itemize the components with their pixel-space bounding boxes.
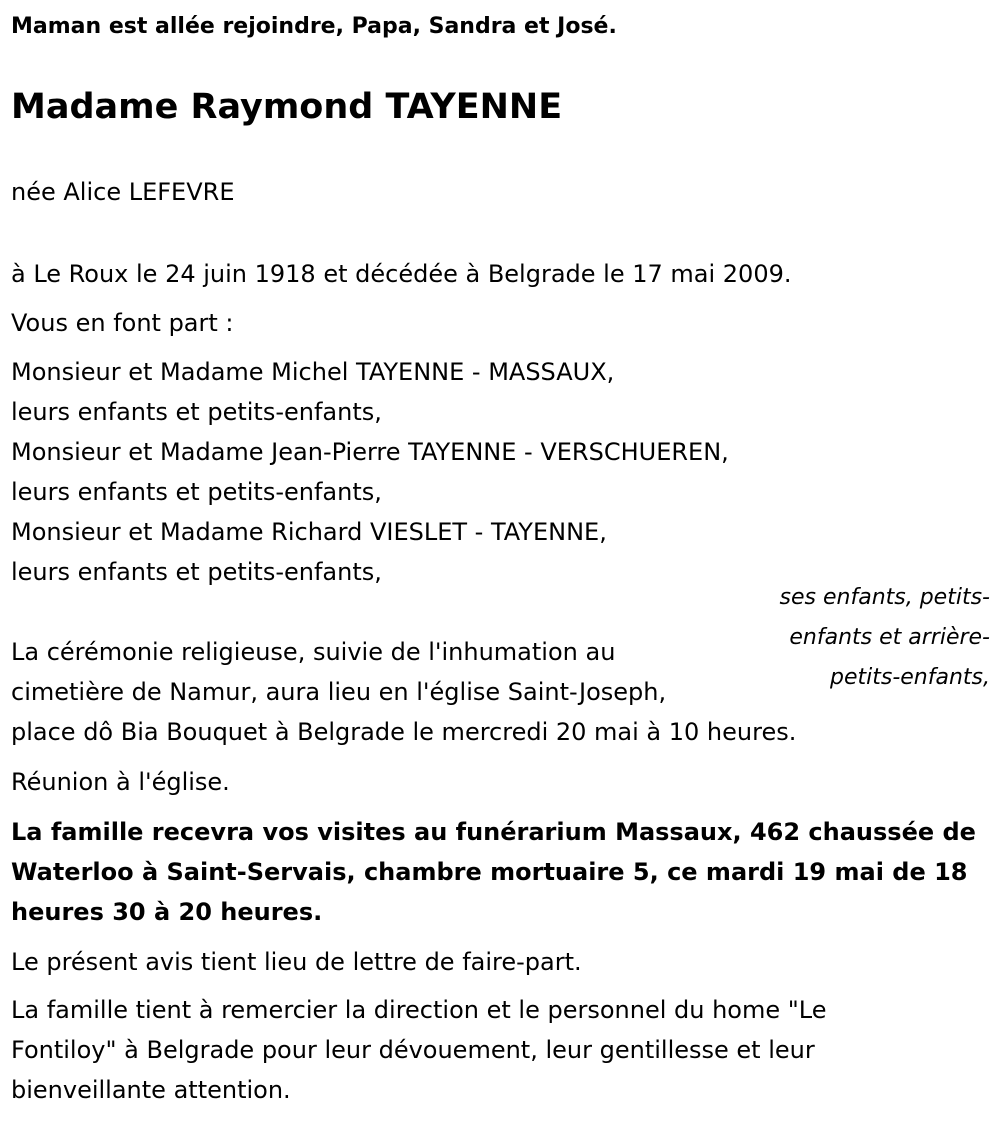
- birth-death-line: à Le Roux le 24 juin 1918 et décédée à Belgrade le 17 mai 2009.: [11, 260, 792, 288]
- ceremony-paragraph: [11, 632, 796, 752]
- side-note-line: petits-enfants,: [830, 665, 990, 690]
- visits-paragraph: [11, 812, 996, 932]
- family-line: Monsieur et Madame Richard VIESLET - TAYENNE,: [11, 518, 607, 546]
- thanks-line: La famille tient à remercier la direction et le personnel du home "Le: [11, 996, 827, 1024]
- deceased-name: Madame Raymond TAYENNE: [11, 87, 563, 127]
- family-line: leurs enfants et petits-enfants,: [11, 398, 382, 426]
- reunion-line: Réunion à l'église.: [11, 768, 230, 796]
- side-note-line: ses enfants, petits-: [779, 585, 990, 610]
- ceremony-line: place dô Bia Bouquet à Belgrade le mercredi 20 mai à 10 heures.: [11, 718, 797, 746]
- notice-line: Le présent avis tient lieu de lettre de faire-part.: [11, 948, 582, 976]
- thanks-line: Fontiloy" à Belgrade pour leur dévouement, leur gentillesse et leur: [11, 1036, 815, 1064]
- family-list: [11, 352, 729, 592]
- family-line: Monsieur et Madame Michel TAYENNE - MASSAUX,: [11, 358, 615, 386]
- side-note-line: enfants et arrière-: [789, 625, 990, 650]
- visits-line: heures 30 à 20 heures.: [11, 898, 323, 926]
- thanks-paragraph: [11, 990, 827, 1110]
- family-line: Monsieur et Madame Jean-Pierre TAYENNE - VERSCHUEREN,: [11, 438, 729, 466]
- ceremony-line: La cérémonie religieuse, suivie de l'inhumation au: [11, 638, 616, 666]
- visits-line: La famille recevra vos visites au funérarium Massaux, 462 chaussée de: [11, 818, 976, 846]
- family-line: leurs enfants et petits-enfants,: [11, 558, 382, 586]
- announcement-line: Vous en font part :: [11, 309, 234, 337]
- family-line: leurs enfants et petits-enfants,: [11, 478, 382, 506]
- visits-line: Waterloo à Saint-Servais, chambre mortuaire 5, ce mardi 19 mai de 18: [11, 858, 968, 886]
- maiden-name: née Alice LEFEVRE: [11, 178, 235, 206]
- intro-line: Maman est allée rejoindre, Papa, Sandra et José.: [11, 14, 617, 39]
- thanks-line: bienveillante attention.: [11, 1076, 291, 1104]
- ceremony-line: cimetière de Namur, aura lieu en l'église Saint-Joseph,: [11, 678, 667, 706]
